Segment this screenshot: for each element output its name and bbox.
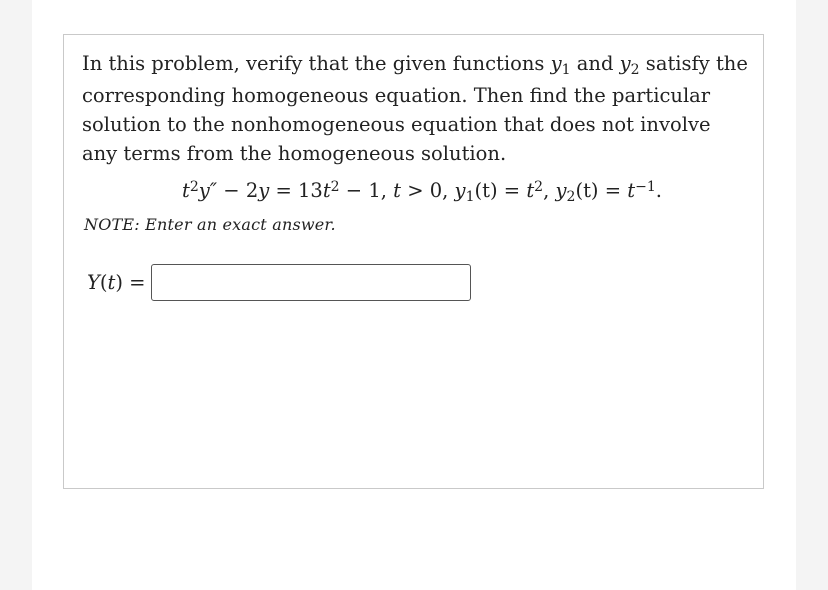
eq-y1-of-t: (t) =: [474, 179, 527, 202]
answer-row: [87, 264, 471, 300]
eq-y-double-prime: y″: [198, 179, 218, 202]
y1-variable: y: [550, 52, 562, 75]
eq-t2: t: [322, 179, 331, 202]
statement-text: In this problem, verify that the given functions: [82, 52, 551, 75]
eq-exp-neg1: −1: [635, 178, 656, 195]
problem-box: [63, 34, 764, 489]
note-text: NOTE: Enter an exact answer.: [84, 215, 336, 234]
answer-label: Y(t) =: [87, 270, 146, 294]
eq-t-condition: > 0,: [401, 179, 455, 202]
eq-t3: t: [393, 179, 401, 202]
eq-comma: ,: [543, 179, 556, 202]
eq-t: t: [181, 179, 190, 202]
y2-subscript: 2: [630, 62, 640, 79]
eq-y2-sub: 2: [566, 189, 576, 206]
eq-exp3: 2: [534, 178, 544, 195]
eq-y: y: [258, 179, 270, 202]
eq-exp: 2: [189, 178, 199, 195]
eq-minus-2: − 2: [217, 179, 259, 202]
and-text: and: [570, 52, 620, 75]
eq-equals-13: = 13: [269, 179, 323, 202]
statement-text-continued: satisfy the corresponding homogeneous equation. Then find the particular solution to the nonhomogeneous equation that does not involve any terms from the homogeneous solution.: [82, 52, 748, 165]
eq-t5: t: [627, 179, 636, 202]
page: [32, 0, 796, 590]
eq-y2-of-t: (t) =: [575, 179, 628, 202]
eq-y1: y: [454, 179, 466, 202]
eq-period: .: [655, 179, 662, 202]
eq-exp2: 2: [330, 178, 340, 195]
differential-equation: [64, 177, 764, 207]
answer-input[interactable]: [151, 264, 471, 301]
y2-variable: y: [619, 52, 631, 75]
y1-subscript: 1: [561, 62, 571, 79]
eq-t4: t: [526, 179, 535, 202]
eq-y1-sub: 1: [465, 189, 475, 206]
problem-statement: [82, 49, 750, 168]
eq-minus-1: − 1,: [339, 179, 394, 202]
eq-y2: y: [555, 179, 567, 202]
